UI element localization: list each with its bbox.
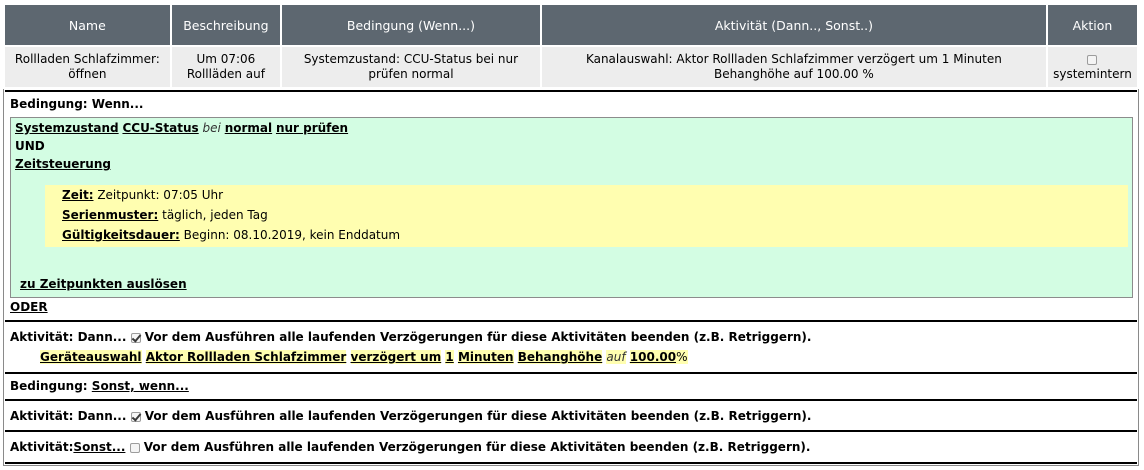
actor-link[interactable]: Aktor Rollladen Schlafzimmer: [145, 350, 347, 364]
oder-link[interactable]: ODER: [10, 300, 48, 314]
ccu-status-link[interactable]: CCU-Status: [122, 121, 199, 135]
system-state-link[interactable]: Systemzustand: [15, 121, 119, 135]
normal-link[interactable]: normal: [224, 121, 273, 135]
divider: [5, 462, 1137, 464]
blind-level-link[interactable]: Behanghöhe: [517, 350, 603, 364]
time-link[interactable]: Zeit:: [62, 188, 94, 202]
series-row: Serienmuster: täglich, jeden Tag: [62, 208, 268, 222]
series-link[interactable]: Serienmuster:: [62, 208, 159, 222]
cell-beschreibung[interactable]: Um 07:06 Rollläden auf: [171, 46, 281, 88]
else-link[interactable]: Sonst...: [73, 440, 126, 454]
validity-link[interactable]: Gültigkeitsdauer:: [62, 228, 180, 242]
divider: [5, 90, 1137, 92]
program-table: [3, 3, 1139, 89]
check-only-link[interactable]: nur prüfen: [275, 121, 349, 135]
then2-retrigger-checkbox[interactable]: [131, 412, 141, 422]
trigger-link[interactable]: zu Zeitpunkten auslösen: [20, 277, 187, 291]
divider: [5, 372, 1137, 374]
header-aktion[interactable]: Aktion: [1047, 4, 1138, 46]
validity-row: Gültigkeitsdauer: Beginn: 08.10.2019, kein Enddatum: [62, 228, 401, 242]
cell-aktivitaet: Kanalauswahl: Aktor Rollladen Schlafzimmer verzögert um 1 Minuten Behanghöhe auf 100.00 %: [541, 46, 1047, 88]
else-row: Aktivität:Sonst... Vor dem Ausführen alle laufenden Verzögerungen für diese Aktivitäten beenden (z.B. Retriggern).: [10, 440, 811, 454]
system-condition: Systemzustand CCU-Status bei normal nur prüfen: [15, 121, 349, 135]
if-block-title: Bedingung: Wenn...: [10, 97, 144, 111]
device-selection-link[interactable]: Geräteauswahl: [40, 350, 142, 364]
header-name[interactable]: Name: [4, 4, 171, 46]
then-retrigger-checkbox[interactable]: [131, 333, 141, 343]
delay-link[interactable]: verzögert um: [350, 350, 442, 364]
delay-unit-link[interactable]: Minuten: [457, 350, 514, 364]
then-row: Aktivität: Dann... Vor dem Ausführen alle laufenden Verzögerungen für diese Aktivitäten beenden (z.B. Retriggern).: [10, 330, 812, 344]
table-header-row: [4, 4, 1138, 46]
elseif-row: Bedingung: Sonst, wenn...: [10, 379, 189, 393]
then-action: Geräteauswahl Aktor Rollladen Schlafzimmer verzögert um 1 Minuten Behanghöhe auf 100.00%: [40, 350, 688, 364]
systemintern-label: systemintern: [1053, 67, 1132, 81]
cell-bedingung: Systemzustand: CCU-Status bei nur prüfen normal: [281, 46, 541, 88]
else-if-link[interactable]: Sonst, wenn...: [91, 379, 189, 393]
else-retrigger-checkbox[interactable]: [130, 443, 140, 453]
delay-value-link[interactable]: 1: [445, 350, 454, 364]
header-aktivitaet[interactable]: Aktivität (Dann.., Sonst..): [541, 4, 1047, 46]
level-value-link[interactable]: 100.00: [629, 350, 677, 364]
header-beschreibung[interactable]: Beschreibung: [171, 4, 281, 46]
divider: [5, 430, 1137, 432]
table-row: [4, 46, 1138, 88]
then2-row: Aktivität: Dann... Vor dem Ausführen alle laufenden Verzögerungen für diese Aktivitäten beenden (z.B. Retriggern).: [10, 409, 812, 423]
time-control-link[interactable]: Zeitsteuerung: [15, 157, 111, 171]
cell-name[interactable]: Rollladen Schlafzimmer: öffnen: [4, 46, 171, 88]
und-label: UND: [15, 139, 45, 153]
divider: [5, 399, 1137, 401]
header-bedingung[interactable]: Bedingung (Wenn...): [281, 4, 541, 46]
divider: [5, 320, 1137, 322]
cell-aktion: [1047, 46, 1138, 88]
time-row: Zeit: Zeitpunkt: 07:05 Uhr: [62, 188, 224, 202]
systemintern-checkbox[interactable]: [1087, 55, 1097, 65]
